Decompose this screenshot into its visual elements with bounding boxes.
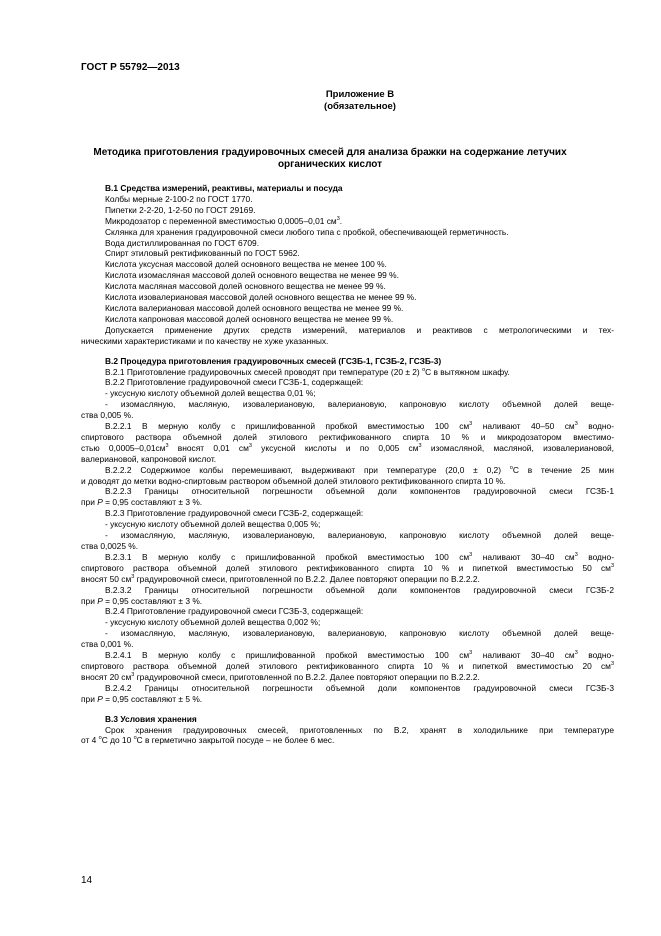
b2-paragraph: при Р = 0,95 составляют ± 5 %. <box>81 693 203 704</box>
b1-item: Склянка для хранения градуировочной смеси любого типа с пробкой, обеспечивающей герметичность. <box>105 226 509 237</box>
b1-item: Кислота валериановая массовой долей основного вещества не менее 99 %. <box>105 302 404 313</box>
section-b1-heading: В.1 Средства измерений, реактивы, материалы и посуда <box>105 183 343 193</box>
b2-paragraph: вносят 20 $см^3$ градуировочной смеси, приготовленной по В.2.2. Далее повторяют операции по В.2.2.2. <box>81 671 480 682</box>
b1-item: Кислота масляная массовой долей основного вещества не менее 99 %. <box>105 281 386 292</box>
b2-paragraph: В.2.1 Приготовление градуировочных смесей проводят при температуре (20 ± 2) $^о$С в вытяжном шкафу. <box>105 366 510 377</box>
b1-note-line: Допускается применение других средств измерений, материалов и реактивов с метрологическими и тех- <box>105 324 614 335</box>
b2-paragraph: стью $0,0005-0,01см^3$ вносят 0,01 $см^3$ уксусной кислоты и по 0,005 $см^3$ изомасляной, масляной, изовалериановой, <box>81 442 614 453</box>
b1-item: Кислота капроновая массовой долей основного вещества не менее 99 %. <box>105 313 394 324</box>
b2-paragraph: спиртового раствора объемной долей этилового ректификованного спирта 10 % и пипеткой вместимостью 50 $см^3$ <box>81 562 614 573</box>
b2-list-item: - изомасляную, масляную, изовалериановую, валериановую, капроновую кислоту объемной долей веще- <box>105 530 614 541</box>
b1-item: Вода дистиллированная по ГОСТ 6709. <box>105 237 260 248</box>
b2-paragraph: спиртового раствора объемной долей этилового ректификованного спирта 10 % и микродозатором вместимо- <box>81 431 614 442</box>
b2-paragraph: спиртового раствора объемной долей этилового ректификованного спирта 10 % и пипеткой вместимостью 20 $см^3$ <box>81 660 614 671</box>
b2-paragraph: В.2.2 Приготовление градуировочной смеси ГСЗБ-1, содержащей: <box>105 377 364 388</box>
b1-note-line: ническими характеристиками и по качеству не хуже указанных. <box>81 335 329 346</box>
b1-item: Пипетки 2-2-20, 1-2-50 по ГОСТ 29169. <box>105 204 256 215</box>
b2-list-item: - уксусную кислоту объемной долей вещества 0,005 %; <box>105 519 321 530</box>
appendix-status: (обязательное) <box>324 101 396 112</box>
section-b3-heading: В.3 Условия хранения <box>105 713 197 724</box>
b2-list-item: ства 0,0025 %. <box>81 541 139 551</box>
b2-paragraph: В.2.3 Приготовление градуировочной смеси ГСЗБ-2, содержащей: <box>105 508 364 519</box>
b2-paragraph: вносят 50 $см^3$ градуировочной смеси, приготовленной по В.2.2. Далее повторяют операции по В.2.2.2. <box>81 573 480 584</box>
standard-header: ГОСТ Р 55792—2013 <box>81 62 180 73</box>
b1-item: Спирт этиловый ректификованный по ГОСТ 5962. <box>105 248 300 259</box>
b2-list-item: ства 0,005 %. <box>81 410 134 421</box>
appendix-title: Приложение В <box>325 89 395 100</box>
b2-list-item: - изомасляную, масляную, изовалериановую, валериановую, капроновую кислоту объемной долей веще- <box>105 628 614 639</box>
b2-paragraph: В.2.4.1 В мерную колбу с пришлифованной пробкой вместимостью 100 $см^3$ наливают 30–40 $см^3$ водно- <box>105 650 615 661</box>
b2-paragraph: В.2.2.1 В мерную колбу с пришлифованной пробкой вместимостью 100 $см^3$ наливают 40–50 $см^3$ водно- <box>105 421 615 432</box>
b2-list-item: - уксусную кислоту объемной долей вещества 0,002 %; <box>105 617 321 628</box>
b1-item: Кислота изомасляная массовой долей основного вещества не менее 99 %. <box>105 270 399 281</box>
b1-item: Кислота изовалериановая массовой долей основного вещества не менее 99 %. <box>105 292 417 303</box>
method-title-line2: органических кислот <box>277 159 383 170</box>
b2-paragraph: В.2.3.2 Границы относительной погрешности объемной доли компонентов градуировочной смеси ГСЗБ-2 <box>105 584 614 595</box>
section-b2-heading: В.2 Процедура приготовления градуировочных смесей (ГСЗБ-1, ГСЗБ-2, ГСЗБ-3) <box>105 355 442 366</box>
b2-paragraph: В.2.4 Приготовление градуировочной смеси ГСЗБ-3, содержащей: <box>105 606 364 617</box>
b2-paragraph: и доводят до метки водно-спиртовым раствором объемной долей этилового ректификованного спирта 10 %. <box>81 475 506 486</box>
b2-paragraph: при Р = 0,95 составляют ± 3 %. <box>81 595 203 606</box>
b2-paragraph: В.2.4.2 Границы относительной погрешности объемной доли компонентов градуировочной смеси ГСЗБ-3 <box>105 682 614 693</box>
method-title-line1: Методика приготовления градуировочных смесей для анализа бражки на содержание летучих <box>93 147 567 158</box>
b2-list-item: ства 0,001 %. <box>81 639 134 650</box>
b1-item: Кислота уксусная массовой долей основного вещества не менее 100 %. <box>105 259 387 270</box>
b2-list-item: - изомасляную, масляную, изовалериановую, валериановую, капроновую кислоту объемной долей веще- <box>105 399 614 410</box>
b3-paragraph: от 4 $^о$С до 10 $^о$С в герметично закрытой посуде – не более 6 мес. <box>81 735 335 746</box>
b2-paragraph: валериановой, капроновой кислот. <box>81 453 217 464</box>
b2-paragraph: В.2.2.3 Границы относительной погрешности объемной доли компонентов градуировочной смеси ГСЗБ-1 <box>105 486 614 497</box>
b2-paragraph: В.2.3.1 В мерную колбу с пришлифованной пробкой вместимостью 100 $см^3$ наливают 30–40 $см^3$ водно- <box>105 551 615 562</box>
b1-item-microdoser: Микродозатор с переменной вместимостью 0,0005–0,01 $см^3$. <box>105 215 343 226</box>
b3-paragraph: Срок хранения градуировочных смесей, приготовленных по В.2, хранят в холодильнике при температуре <box>105 724 614 735</box>
method-title <box>80 147 580 171</box>
b2-paragraph: В.2.2.2 Содержимое колбы перемешивают, выдерживают при температуре (20,0 ± 0,2) $^о$С в течение 25 мин <box>105 464 614 475</box>
b2-paragraph: при Р = 0,95 составляют ± 3 %. <box>81 497 203 508</box>
b2-list-item: - уксусную кислоту объемной долей вещества 0,01 %; <box>105 388 316 399</box>
page-number: 14 <box>81 875 93 886</box>
b1-item: Колбы мерные 2-100-2 по ГОСТ 1770. <box>105 193 253 204</box>
document-body <box>81 183 614 746</box>
